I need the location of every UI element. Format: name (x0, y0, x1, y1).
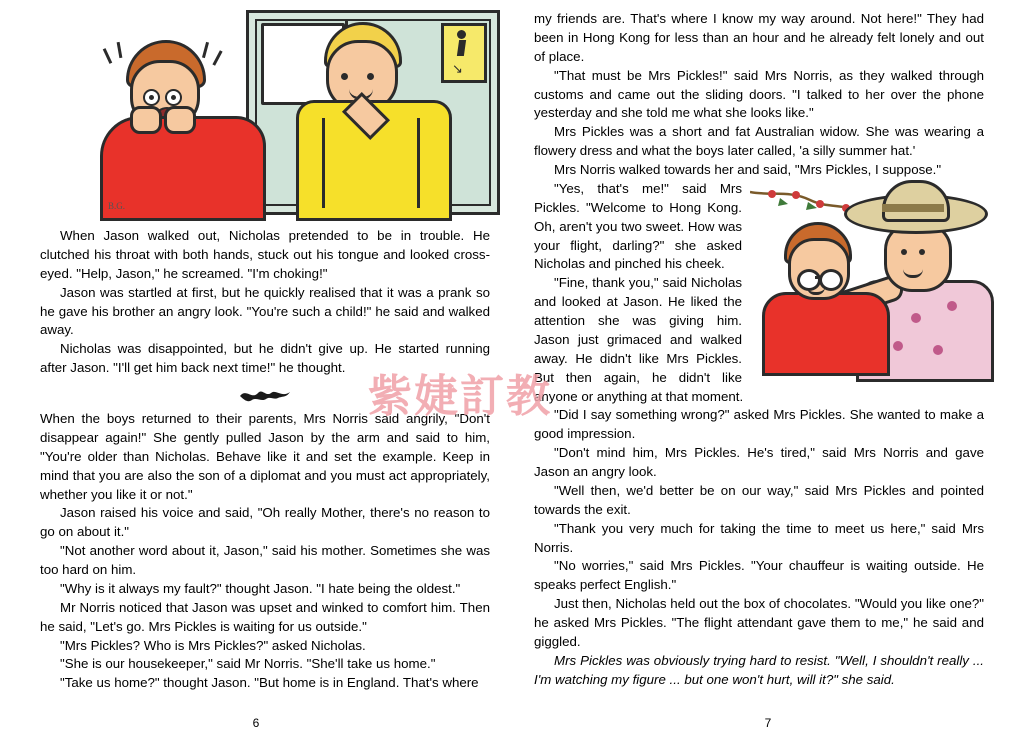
paragraph: Just then, Nicholas held out the box of chocolates. "Would you like one?" he asked Mrs Pickles. "The flight attendant gave them to me," he said and giggled. (534, 596, 984, 649)
glasses-bridge (815, 276, 821, 279)
paragraph: "Did I say something wrong?" asked Mrs Pickles. She wanted to make a good impression. (534, 407, 984, 442)
dress-flower (933, 345, 943, 355)
paragraph: When the boys returned to their parents, Mrs Norris said angrily, "Don't disappear again!" She gently pulled Jason by the arm and said to him, "You're older than Nicholas. Behave like it and set the example. Keep in mind that you are also the son of a diplomat and you must act appropriately, whether you like it or not." (40, 411, 490, 502)
person-body-glyph (457, 40, 466, 56)
paragraph: Mrs Norris walked towards her and said, "Mrs Pickles, I suppose." (554, 162, 942, 177)
illustrator-signature: B.G. (108, 201, 126, 211)
paragraph: "Don't mind him, Mrs Pickles. He's tired," said Mrs Norris and gave Jason an angry look. (534, 445, 984, 479)
paragraph: "Mrs Pickles? Who is Mrs Pickles?" asked Nicholas. (60, 637, 366, 653)
paragraph: Mr Norris noticed that Jason was upset and winked to comfort him. Then he said, "Let's go. Mrs Pickles is waiting for us outside." (40, 599, 490, 634)
motion-line (103, 48, 112, 64)
right-page (512, 0, 1024, 742)
paragraph: Nicholas was disappointed, but he didn't give up. He started running after Jason. "I'll get him back next time!" he thought. (40, 341, 490, 376)
paragraph: "No worries," said Mrs Pickles. "Your chauffeur is waiting outside. He speaks perfect English." (534, 558, 984, 593)
jason-arm-seam-left (322, 118, 325, 208)
nicholas-right-eye (165, 89, 182, 106)
nicholas-mouth (807, 287, 825, 295)
nicholas-left-eye (143, 89, 160, 106)
jason-left-eye (341, 73, 348, 80)
dress-flower (893, 341, 903, 351)
pickles-hat-band (882, 204, 944, 212)
paragraph: Jason raised his voice and said, "Oh really Mother, there's no reason to go on about it." (40, 505, 490, 540)
jason-yellow-shirt (296, 22, 446, 215)
paragraph: "She is our housekeeper," said Mr Norris. "She'll take us home." (60, 656, 436, 672)
paragraph: When Jason walked out, Nicholas pretended to be in trouble. He clutched his throat with both hands, stuck out his tongue and looked cross-eyed. "Help, Jason," he screamed. "I'm choking!" (40, 228, 490, 281)
watermark: 紫婕訂教 (368, 371, 552, 422)
pickles-mouth (903, 269, 923, 278)
pupil (149, 95, 154, 100)
two-boys-at-door-illustration (98, 10, 500, 215)
nicholas-with-glasses (762, 222, 884, 370)
paragraph: Mrs Pickles was obviously trying hard to resist. "Well, I shouldn't really ... I'm watching my figure ... but one won't hurt, will it?" she said. (534, 652, 984, 687)
paragraph: "Thank you very much for taking the time to meet us here," said Mrs Norris. (534, 520, 984, 555)
pupil (171, 95, 176, 100)
person-glyph (457, 30, 466, 39)
nicholas-red-shirt-body (762, 292, 890, 376)
paragraph: "Take us home?" thought Jason. "But home is in England. That's where (60, 675, 479, 691)
nicholas-left-hand (130, 106, 162, 134)
arrow-glyph: ↘ (452, 61, 463, 76)
mrs-pickles-pinching-cheek-illustration (750, 182, 988, 370)
jason-arm-seam-right (417, 118, 420, 208)
motion-line (117, 42, 123, 58)
motion-line (202, 42, 209, 58)
paragraph: "Well then, we'd better be on our way," said Mrs Pickles and pointed towards the exit. (534, 482, 984, 517)
nicholas-face (788, 238, 850, 300)
page-number-right: 7 (764, 716, 772, 730)
paragraph: "Fine, thank you," said Nicholas and looked at Jason. He liked the attention she was giving him. Jason just grimaced and walked away. He didn't like Mrs Pickles. But then again, he didn't like anyone or anything at that moment. (534, 275, 744, 404)
nicholas-right-hand (164, 106, 196, 134)
exit-sign-icon (441, 23, 487, 83)
right-page-body-text (534, 10, 984, 690)
motion-line (212, 50, 222, 66)
paragraph: Jason was startled at first, but he quickly realised that it was a prank so he gave his brother an angry look. "You're such a child!" he said and walked away. (40, 284, 490, 338)
pickles-right-eye (919, 249, 925, 255)
paragraph: my friends are. That's where I know my way around. Not here!" They had been in Hong Kong for less than an hour and he already felt lonely and out of place. (534, 11, 984, 64)
pickles-left-eye (901, 249, 907, 255)
dress-flower (911, 313, 921, 323)
paragraph: "Yes, that's me!" said Mrs Pickles. "Welcome to Hong Kong. Oh, aren't you two sweet. How was your flight, darling?" she asked Nicholas and pinched his cheek. (534, 180, 742, 272)
jason-right-eye (367, 73, 374, 80)
page-number-left: 6 (252, 716, 260, 730)
paragraph: Mrs Pickles was a short and fat Australian widow. She was wearing a flowery dress and what the boys later called, 'a silly summer hat.' (534, 124, 984, 159)
dress-flower (947, 301, 957, 311)
dragon-ornament (238, 384, 292, 404)
paragraph: "That must be Mrs Pickles!" said Mrs Norris, as they walked through customs and came out the sliding doors. "I talked to her over the phone yesterday and she told me what she looks like." (534, 67, 984, 121)
left-page-body-text (40, 227, 490, 693)
paragraph: "Why is it always my fault?" thought Jason. "I hate being the oldest." (60, 580, 461, 596)
nicholas-red-shirt (100, 40, 260, 215)
paragraph: "Not another word about it, Jason," said his mother. Sometimes she was too hard on him. (40, 543, 490, 577)
